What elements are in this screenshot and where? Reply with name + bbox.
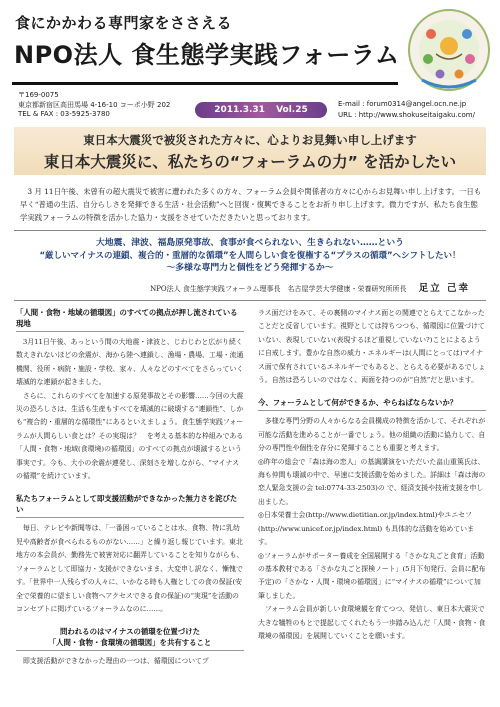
divider [14, 230, 486, 231]
body-paragraph: さらに、これらのすべてを加速する原発事故とその影響……今回の大震災の恐ろしさは、生活も生産もすべてを壊滅的に破壊する“連鎖性”、しかも“複合的・重層的な循環性”にあるといえましょう。食生態学実践フォーラムが人間らしい食とは？その実現は？ を考える基本的な枠組みである「人間・食物・地域(食環境)の循環図」のすべての拠点が壊滅するという事実です。今も、大小の余震が連発し、深刻さを増しながら、“マイナスの循環”を続けています。 [16, 391, 244, 481]
left-column [16, 307, 244, 669]
contact-block [338, 99, 475, 121]
headline-box [14, 127, 486, 175]
body-paragraph: ◎フォーラムがサポーター養成を全国展開する「さかな丸ごと食育」活動の基本教材である「さかな丸ごと探検ノート」(5月下旬発行、会員に配布予定)の「さかな・人間・環境の循環図」に“マイナスの循環”について加筆しました。 [258, 551, 486, 600]
body-paragraph: 多様な専門分野の人々からなる会員構成の特徴を活かして、それぞれが可能な活動を進めることが一番でしょう。他の組織の活動に協力して、自分の専門性や個性を存分に発揮することも重要と考えます。 [258, 417, 486, 453]
street-address: 東京都新宿区高田馬場 4-16-10 コーポ小野 202 [18, 100, 171, 109]
section-heading-line: 「人間・食物・食環境の循環図」を共有すること [48, 638, 212, 648]
section-heading: 今、フォーラムとして何ができるか、やらねばならないか？ [258, 397, 486, 411]
subheadline-line: “厳しいマイナスの連鎖、複合的・重層的な循環”を人間らしい食を復権する“プラスの循環”へシフトしたい！ [39, 250, 461, 261]
author-name: 足立 己幸 [418, 283, 470, 294]
website-link[interactable]: URL : http://www.shokuseitaigaku.com/ [338, 111, 475, 119]
postal-code: 〒169-0075 [18, 91, 59, 99]
right-column [258, 307, 486, 643]
phone-fax: TEL & FAX : 03-5925-3780 [18, 110, 110, 118]
body-paragraph: 3月11日午後、あっという間の大地震・津波と、じわじわと広がり続く数えきれないほどの余震が、海から陸へ連鎖し、漁場・農場、工場・流通機関、役所・病院・施設・学校、家々、人々などのすべてをさらっていく壊滅的な連鎖が起きました。 [16, 338, 244, 387]
header-rule [12, 82, 398, 85]
body-paragraph: 毎日、テレビや新聞等は、「一番困っていることは水、食物、特に乳幼児や高齢者が食べられるものがない……」と繰り返し報じています。東北地方の本会員が、勤務先で被害対応に翻弄していることを知りながらも、フォーラムとして即協力・支援ができないまま、大変申し訳なく、慚愧です。「世界中一人残らずの人々に、いかなる時も人権としての食の保証(安全で栄養的に望ましい食物へアクセスできる食の保証)の“実現”を活動のコンセプトに掲げているフォーラムなのに……。 [16, 524, 244, 613]
body-paragraph: ラス面だけをみて、その裏側のマイナス面との関連でとらえてこなかったことだと反省しています。視野としては持ちつつも、循環図に位置づけていない、表現していない(表現するほど重視していない?)ことによるように自戒します。豊かな自然の威力・エネルギーは(人間にとっては)マイナス面で保有されているエネルギーでもあると、とらえる必要があるでしょう。自然は恐ろしいのではなく、両面を持つのが“自然”だと思います。 [258, 309, 486, 385]
issue-badge [195, 102, 327, 118]
subheadline-line: 大地震、津波、福島原発事故、食事が食べられない、生きられない……という [96, 238, 404, 248]
headline-condolence: 東日本大震災で被災された方々に、心よりお見舞い申し上げます [83, 133, 417, 147]
email-link[interactable]: E-mail : forum0314@angel.ocn.ne.jp [338, 100, 467, 108]
subheadline-line: 〜多様な専門力と個性をどう発揮するか〜 [166, 263, 334, 273]
issue-volume: Vol.25 [276, 105, 308, 115]
headline-main: 東日本大震災に、私たちの“フォーラムの力” を活かしたい [43, 153, 457, 171]
subheadline [0, 237, 500, 275]
author-signature [150, 280, 470, 294]
tagline: 食にかかわる専門家をささえる [15, 14, 233, 32]
body-paragraph: ◎昨年の総会で「森は海の恋人」の基調講演をいただいた畠山重篤氏は、海も仲間も壊滅の中で、早速に支援活動を始めました。詳細は「森は海の恋人緊急支援の会 tel:0774-33-2503)の で、経済支援や技術支援を申し出ました。 [258, 457, 486, 506]
issue-date: 2011.3.31 [214, 105, 265, 115]
section-heading [16, 626, 244, 651]
address-block [18, 91, 170, 120]
body-paragraph: ◎日本栄養士会(http://www.dietitian.or.jp/index.html)やユニセフ(http://www.unicef.or.jp/index.html) も具体的な活動を始めています。 [258, 511, 474, 547]
body-paragraph: フォーラム会員が新しい食環境観を育てつつ、発信し、東日本大震災で大きな犠牲のもとで提起してくれたもう一歩踏み込んだ「人間・食物・食環境の循環図」を展開していくことを願います。 [258, 605, 486, 640]
org-title: NPO法人 食生態学実践フォーラム [14, 41, 400, 69]
section-heading: 私たちフォーラムとして即支援活動ができなかった無力さを詫びたい [16, 493, 244, 518]
author-affiliation: NPO法人 食生態学実践フォーラム理事長 名古屋学芸大学健康・栄養研究所所長 [150, 285, 407, 293]
section-heading-line: 問われるのはマイナスの循環を位置づけた [60, 627, 200, 637]
body-paragraph: 即支援活動ができなかった理由の一つは、循環図についてプ [22, 657, 209, 666]
intro-paragraph: 3 月 11日午後、未曾有の超大震災で被害に遭われた多くの方々、フォーラム会員や関係者の方々に心からお見舞い申し上げます。一日も早く“普通の生活、自分らしさを発揮できる生活・社会活動”へと回復・復興できることをお祈り申し上げます。微力ですが、私たち食生態学実践フォーラムの特徴を活かした協力・支援をさせていただきたいと思っております。 [20, 187, 482, 222]
section-heading: 「人間・食物・地域の循環図」のすべての拠点が押し流されている現地 [16, 307, 244, 332]
forum-logo-illustration [404, 4, 494, 94]
divider [14, 300, 486, 301]
